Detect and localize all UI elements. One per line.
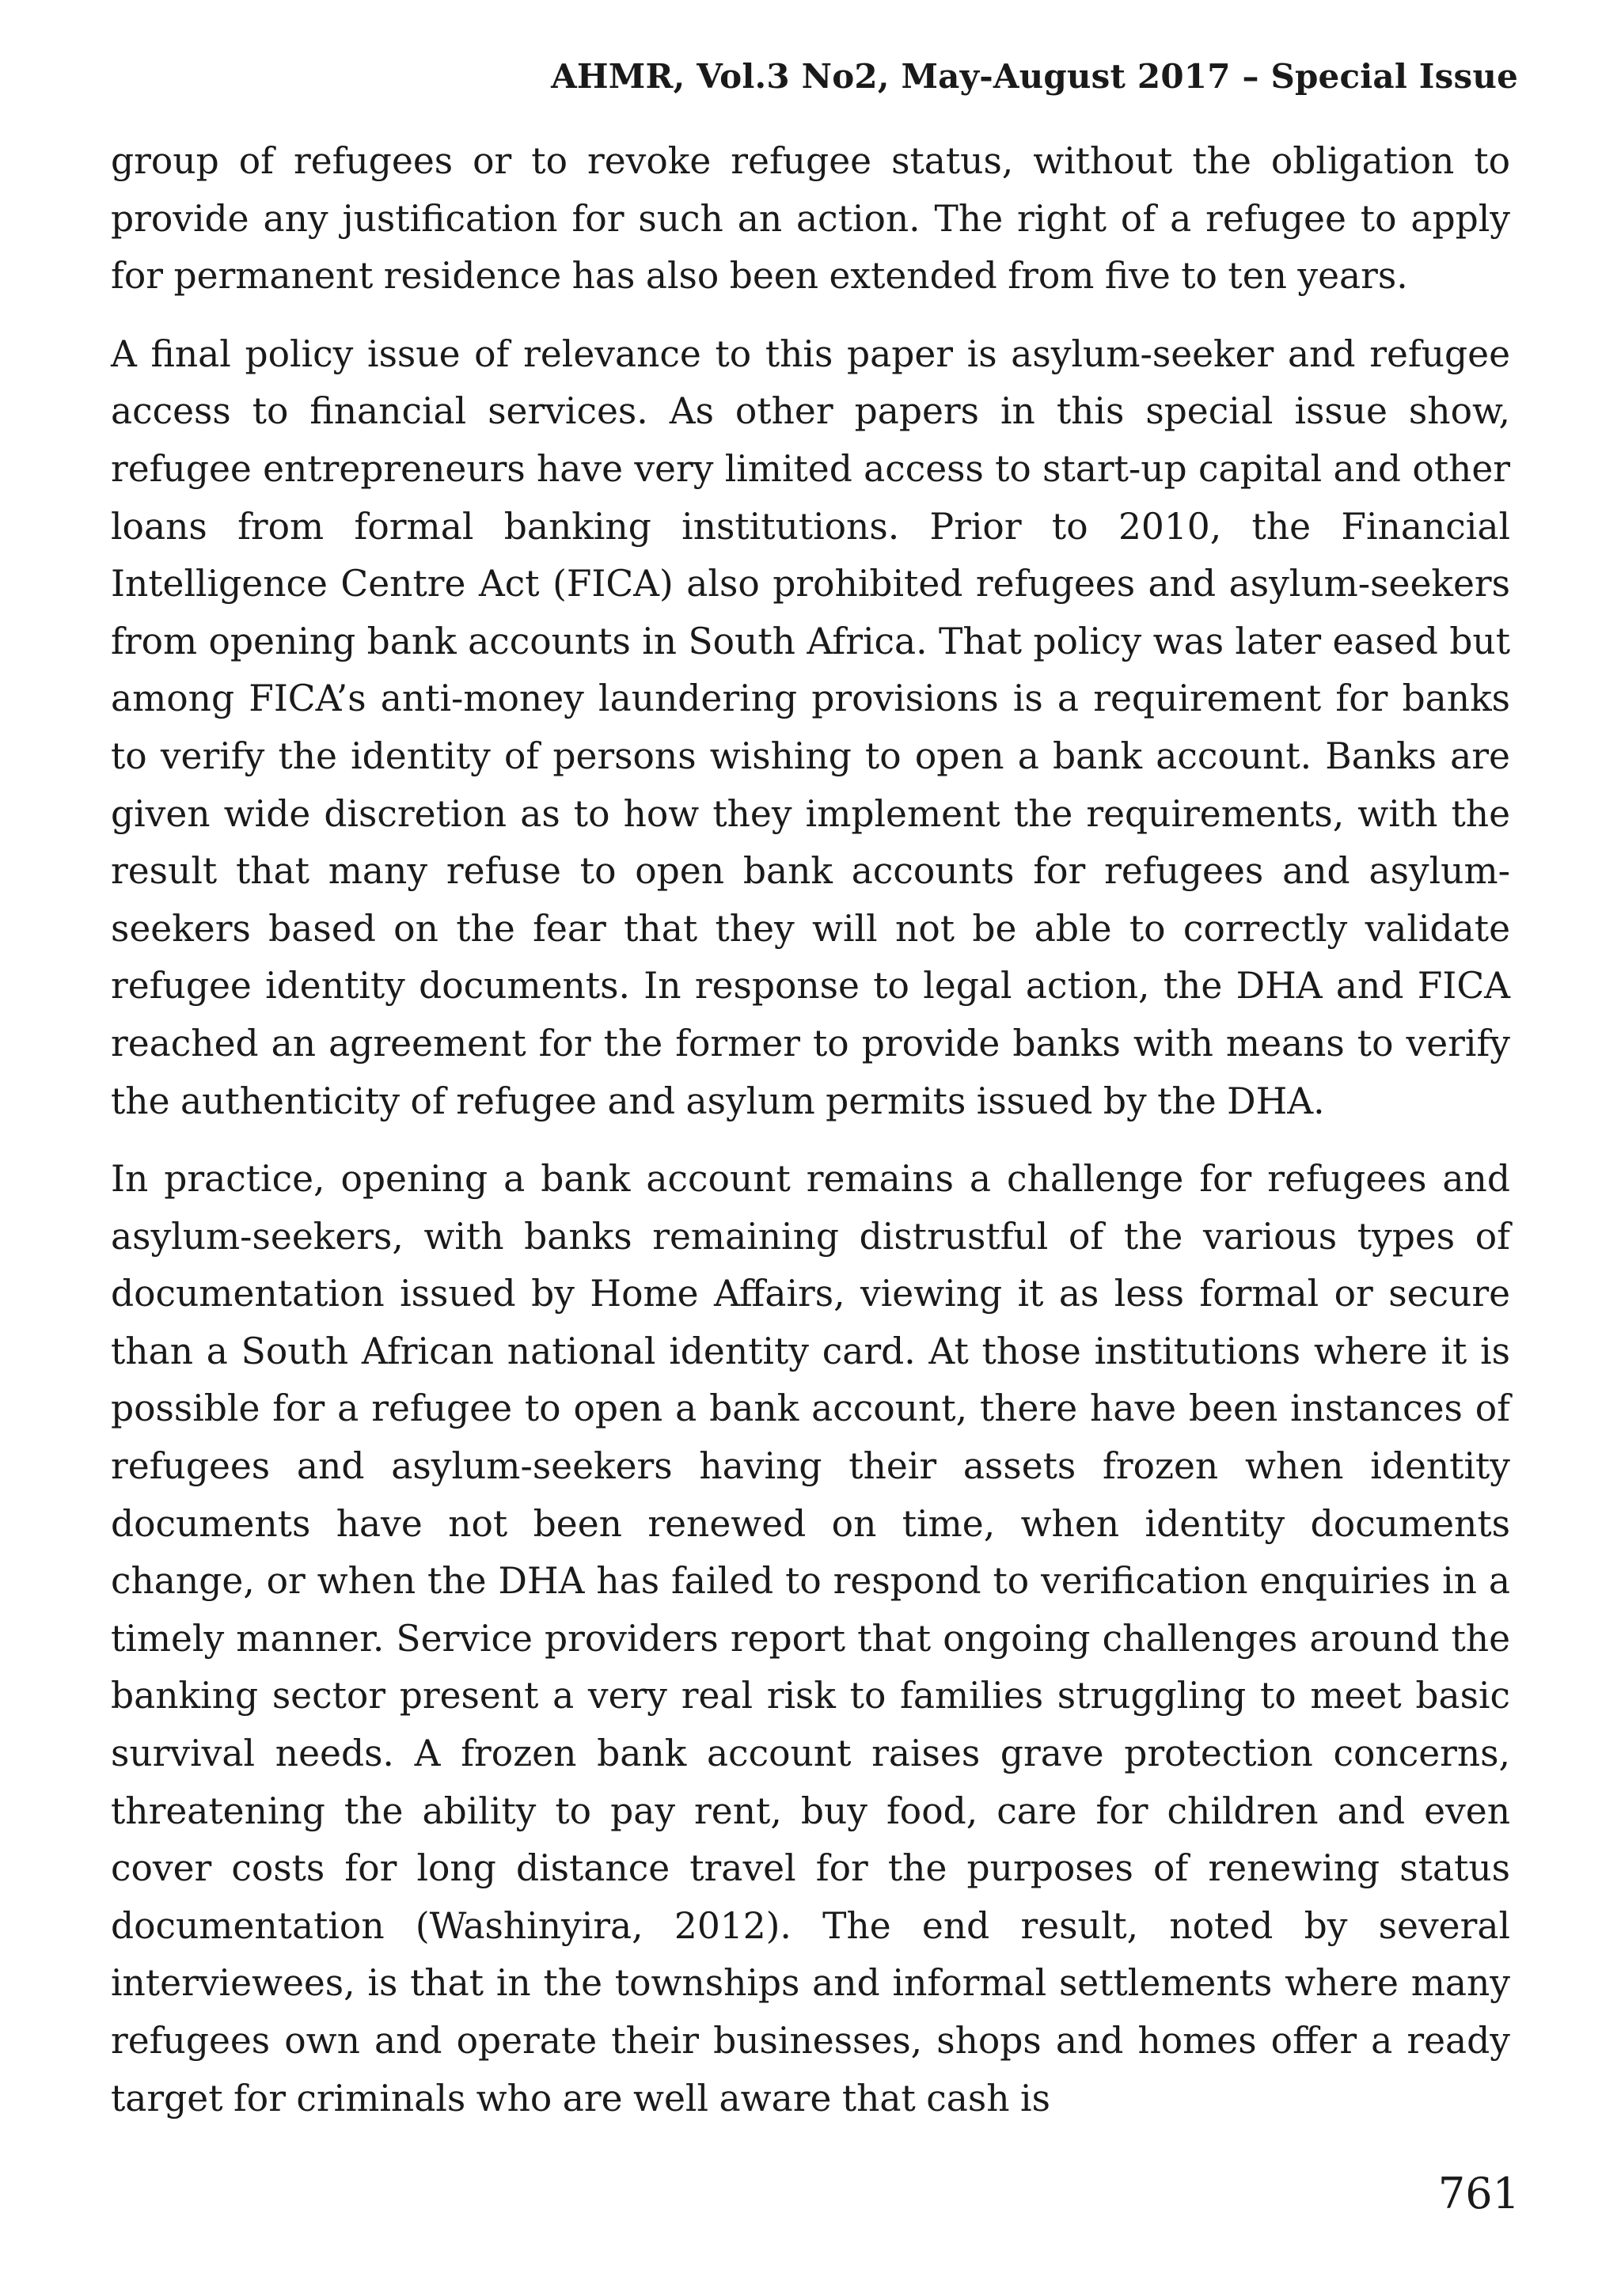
paragraph-3: In practice, opening a bank account remains a challenge for refugees and asylum-seekers, with banks remaining distrustful of the various types of documentation issued by Home Affairs, viewing it as less formal or secure than a South African national identity card. At those institutions where it is possible for a refugee to open a bank account, there have been instances of refugees and asylum-seekers having their assets frozen when identity documents have not been renewed on time, when identity documents change, or when the DHA has failed to respond to verification enquiries in a timely manner. Service providers report that ongoing challenges around the banking sector present a very real risk to families struggling to meet basic survival needs. A frozen bank account raises grave protection concerns, threatening the ability to pay rent, buy food, care for children and even cover costs for long distance travel for the purposes of renewing status documentation (Washinyira, 2012). The end result, noted by several interviewees, is that in the townships and informal settlements where many refugees own and operate their businesses, shops and homes offer a ready target for criminals who are well aware that cash is [111, 1158, 1510, 2120]
running-header: AHMR, Vol.3 No2, May-August 2017 – Special Issue [551, 57, 1518, 96]
paragraph-1: group of refugees or to revoke refugee status, without the obligation to provide any justification for such an action. The right of a refugee to apply for permanent residence has also been extended from five to ten years. [111, 140, 1510, 298]
page-number: 761 [1437, 2169, 1520, 2218]
paragraph-2: A final policy issue of relevance to this paper is asylum-seeker and refugee access to financial services. As other papers in this special issue show, refugee entrepreneurs have very limited access to start-up capital and other loans from formal banking institutions. Prior to 2010, the Financial Intelligence Centre Act (FICA) also prohibited refugees and asylum-seekers from opening bank accounts in South Africa. That policy was later eased but among FICA’s anti-money laundering provisions is a requirement for banks to verify the identity of persons wishing to open a bank account. Banks are given wide discretion as to how they implement the requirements, with the result that many refuse to open bank accounts for refugees and asylum-seekers based on the fear that they will not be able to correctly validate refugee identity documents. In response to legal action, the DHA and FICA reached an agreement for the former to provide banks with means to verify the authenticity of refugee and asylum permits issued by the DHA. [111, 332, 1510, 1122]
article-body [111, 133, 1510, 2148]
